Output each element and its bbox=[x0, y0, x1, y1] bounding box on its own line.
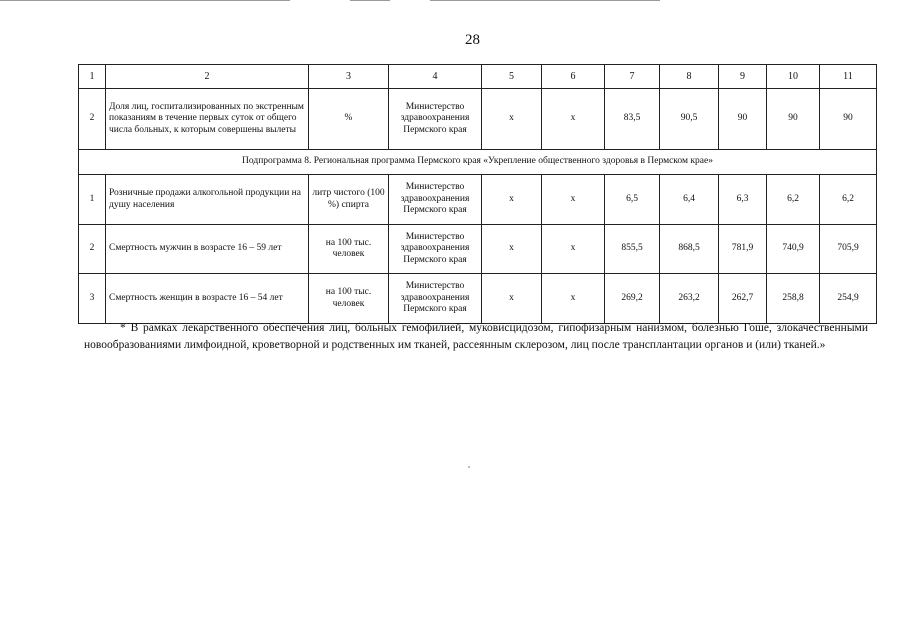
value-cell: х bbox=[542, 175, 605, 225]
header-cell: 4 bbox=[389, 65, 482, 89]
unit-cell: на 100 тыс. человек bbox=[309, 225, 389, 274]
row-number: 1 bbox=[79, 175, 106, 225]
organization-cell: Министерство здравоохранения Пермского края bbox=[389, 89, 482, 150]
value-cell: 263,2 bbox=[660, 274, 719, 324]
scan-speck bbox=[468, 466, 470, 468]
scan-edge-line bbox=[0, 0, 290, 1]
header-cell: 3 bbox=[309, 65, 389, 89]
subprogram-row bbox=[79, 150, 877, 175]
value-cell: 705,9 bbox=[820, 225, 877, 274]
row-number: 3 bbox=[79, 274, 106, 324]
value-cell: 90,5 bbox=[660, 89, 719, 150]
value-cell: 90 bbox=[767, 89, 820, 150]
value-cell: х bbox=[542, 274, 605, 324]
indicator-name: Доля лиц, госпитализированных по экстренным показаниям в течение первых суток от общего числа больных, к которым совершены вылеты bbox=[106, 89, 309, 150]
page-number: 28 bbox=[465, 32, 480, 48]
header-cell: 1 bbox=[79, 65, 106, 89]
value-cell: х bbox=[542, 225, 605, 274]
organization-cell: Министерство здравоохранения Пермского края bbox=[389, 225, 482, 274]
row-number: 2 bbox=[79, 89, 106, 150]
value-cell: х bbox=[542, 89, 605, 150]
value-cell: 90 bbox=[820, 89, 877, 150]
value-cell: 6,5 bbox=[605, 175, 660, 225]
value-cell: 740,9 bbox=[767, 225, 820, 274]
value-cell: 868,5 bbox=[660, 225, 719, 274]
header-cell: 7 bbox=[605, 65, 660, 89]
header-cell: 9 bbox=[719, 65, 767, 89]
value-cell: х bbox=[482, 274, 542, 324]
value-cell: х bbox=[482, 175, 542, 225]
organization-cell: Министерство здравоохранения Пермского края bbox=[389, 175, 482, 225]
value-cell: 262,7 bbox=[719, 274, 767, 324]
unit-cell: на 100 тыс. человек bbox=[309, 274, 389, 324]
value-cell: 90 bbox=[719, 89, 767, 150]
value-cell: 83,5 bbox=[605, 89, 660, 150]
indicator-name: Смертность мужчин в возрасте 16 – 59 лет bbox=[106, 225, 309, 274]
indicator-name: Розничные продажи алкогольной продукции на душу населения bbox=[106, 175, 309, 225]
subprogram-title: Подпрограмма 8. Региональная программа Пермского края «Укрепление общественного здоровья в Пермском крае» bbox=[79, 150, 877, 175]
indicator-name: Смертность женщин в возрасте 16 – 54 лет bbox=[106, 274, 309, 324]
value-cell: 6,4 bbox=[660, 175, 719, 225]
table-row bbox=[79, 274, 877, 324]
scan-edge-line bbox=[350, 0, 390, 1]
header-cell: 6 bbox=[542, 65, 605, 89]
indicator-table bbox=[78, 64, 877, 324]
unit-cell: % bbox=[309, 89, 389, 150]
header-cell: 5 bbox=[482, 65, 542, 89]
row-number: 2 bbox=[79, 225, 106, 274]
table-row bbox=[79, 175, 877, 225]
value-cell: х bbox=[482, 225, 542, 274]
value-cell: 258,8 bbox=[767, 274, 820, 324]
header-cell: 8 bbox=[660, 65, 719, 89]
value-cell: 6,2 bbox=[820, 175, 877, 225]
header-cell: 11 bbox=[820, 65, 877, 89]
organization-cell: Министерство здравоохранения Пермского края bbox=[389, 274, 482, 324]
value-cell: 269,2 bbox=[605, 274, 660, 324]
header-cell: 2 bbox=[106, 65, 309, 89]
value-cell: 855,5 bbox=[605, 225, 660, 274]
value-cell: 6,3 bbox=[719, 175, 767, 225]
value-cell: х bbox=[482, 89, 542, 150]
value-cell: 6,2 bbox=[767, 175, 820, 225]
table-row bbox=[79, 225, 877, 274]
unit-cell: литр чистого (100 %) спирта bbox=[309, 175, 389, 225]
scan-edge-line bbox=[430, 0, 660, 1]
value-cell: 781,9 bbox=[719, 225, 767, 274]
header-cell: 10 bbox=[767, 65, 820, 89]
table-row bbox=[79, 89, 877, 150]
footnote: * В рамках лекарственного обеспечения лиц, больных гемофилией, муковисцидозом, гипофизарным нанизмом, болезнью Гоше, злокачественными новообразованиями лимфоидной, кроветворной и родственных им тканей, рассеянным склерозом, лиц после трансплантации органов и (или) тканей.» bbox=[84, 322, 868, 351]
table-header-row bbox=[79, 65, 877, 89]
value-cell: 254,9 bbox=[820, 274, 877, 324]
